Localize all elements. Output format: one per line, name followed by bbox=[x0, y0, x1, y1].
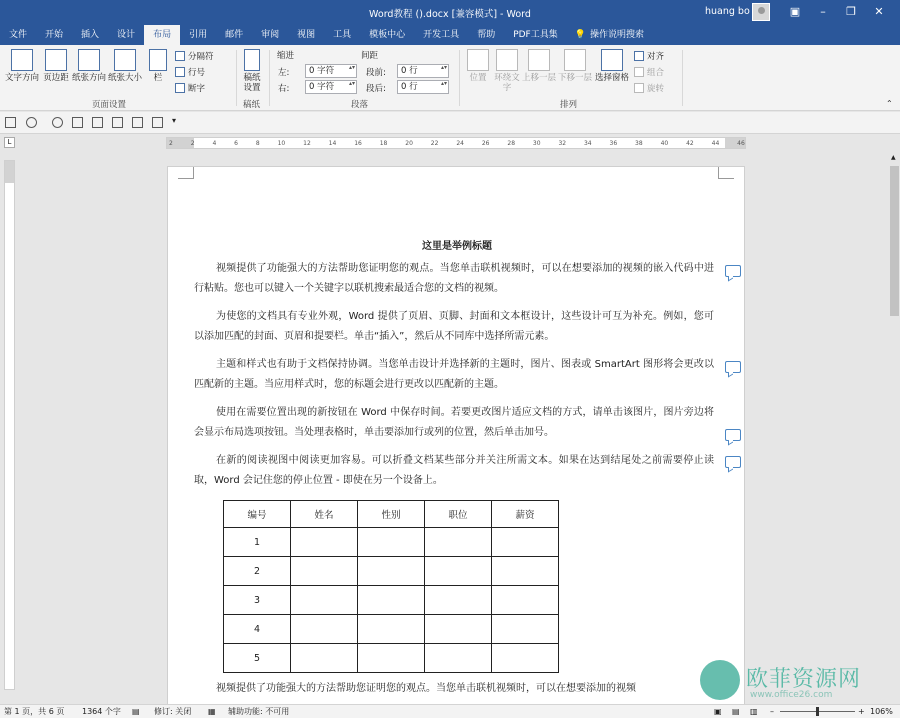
tab-file[interactable]: 文件 bbox=[9, 30, 28, 40]
customize-toolbar-icon[interactable]: ▾ bbox=[172, 116, 177, 125]
tab-pdf-tools[interactable]: PDF工具集 bbox=[513, 30, 558, 40]
save-icon[interactable] bbox=[5, 117, 16, 128]
table-header-cell[interactable]: 职位 bbox=[425, 501, 492, 528]
selection-pane-label: 选择窗格 bbox=[594, 73, 629, 83]
ruler-bar bbox=[0, 134, 900, 152]
paragraph[interactable]: 主题和样式也有助于文档保持协调。当您单击设计并选择新的主题时，图片、图表或 SmartArt 图形将会更改以匹配新的主题。当应用样式时，您的标题会进行更改以匹配新的主题。 bbox=[194, 359, 714, 390]
line-numbers-icon bbox=[175, 67, 185, 77]
orientation-label: 纸张方向 bbox=[72, 73, 107, 83]
margins-label: 页边距 bbox=[43, 73, 69, 83]
send-backward-button[interactable] bbox=[558, 49, 592, 83]
avatar[interactable] bbox=[752, 3, 770, 21]
tab-review[interactable]: 审阅 bbox=[261, 30, 280, 40]
table-cell[interactable]: 3 bbox=[224, 586, 291, 615]
breaks-icon bbox=[175, 51, 185, 61]
position-button[interactable] bbox=[464, 49, 492, 83]
document-heading[interactable]: 这里是举例标题 bbox=[422, 241, 492, 252]
breaks-label: 分隔符 bbox=[188, 52, 214, 62]
read-mode-icon[interactable]: ▣ bbox=[714, 707, 722, 716]
table-cell[interactable] bbox=[425, 615, 492, 644]
ruler-tick-label: 30 bbox=[532, 140, 541, 147]
table-cell[interactable] bbox=[492, 557, 559, 586]
ribbon bbox=[0, 45, 900, 111]
ruler-tick-label: 44 bbox=[711, 140, 720, 147]
ruler-tick-label: 20 bbox=[405, 140, 413, 147]
ruler-tick-label: 16 bbox=[354, 140, 362, 147]
paragraph-group-label: 段落 bbox=[351, 100, 369, 110]
hyphenation-icon bbox=[175, 83, 185, 93]
ruler-tick-label: 28 bbox=[507, 140, 516, 147]
margins-icon bbox=[45, 49, 67, 71]
line-numbers-button[interactable] bbox=[175, 66, 205, 78]
rotate-icon bbox=[634, 83, 644, 93]
ruler-tick-label: 46 bbox=[737, 140, 745, 147]
table-cell[interactable] bbox=[425, 557, 492, 586]
ruler-tick-label: 2 bbox=[169, 140, 173, 147]
ruler-tick-label: 18 bbox=[379, 140, 388, 147]
vertical-ruler bbox=[4, 160, 15, 690]
divider bbox=[236, 50, 237, 106]
position-icon bbox=[467, 49, 489, 71]
table-cell[interactable] bbox=[358, 615, 425, 644]
ruler-tick-label: 42 bbox=[686, 140, 694, 147]
ruler-tick-label: 12 bbox=[303, 140, 311, 147]
document-page[interactable] bbox=[167, 166, 745, 706]
table-cell[interactable] bbox=[291, 557, 358, 586]
watermark bbox=[700, 660, 900, 704]
margins-button[interactable] bbox=[42, 49, 70, 83]
rotate-label: 旋转 bbox=[647, 84, 665, 94]
table-row bbox=[224, 586, 559, 615]
tab-design[interactable]: 设计 bbox=[117, 30, 136, 40]
restore-icon[interactable]: ❐ bbox=[846, 5, 856, 18]
table-row bbox=[224, 557, 559, 586]
indent-label: 缩进 bbox=[277, 51, 295, 61]
table-row bbox=[224, 644, 559, 673]
tab-mailings[interactable]: 邮件 bbox=[225, 30, 244, 40]
bring-forward-button[interactable] bbox=[522, 49, 556, 83]
zoom-in-icon[interactable]: + bbox=[858, 707, 865, 716]
help-search[interactable] bbox=[567, 25, 653, 45]
close-icon[interactable]: ✕ bbox=[874, 5, 884, 18]
bring-forward-label: 上移一层 bbox=[522, 73, 557, 83]
find-icon[interactable] bbox=[112, 117, 123, 128]
lightbulb-icon: 💡 bbox=[574, 30, 586, 40]
table-cell[interactable] bbox=[492, 586, 559, 615]
table-cell[interactable] bbox=[425, 644, 492, 673]
hyphenation-label: 断字 bbox=[188, 84, 206, 94]
tab-tools[interactable]: 工具 bbox=[333, 30, 352, 40]
ruler-tick-label: 10 bbox=[277, 140, 286, 147]
ruler-tick-label: 6 bbox=[234, 140, 238, 147]
ruler-tick-label: 24 bbox=[456, 140, 464, 147]
indent-left-label: 左: bbox=[278, 68, 290, 78]
title-bar bbox=[0, 0, 900, 25]
tab-view[interactable]: 视图 bbox=[297, 30, 316, 40]
indent-right-label: 右: bbox=[278, 84, 290, 94]
table-cell[interactable]: 4 bbox=[224, 615, 291, 644]
ruler-ticks bbox=[167, 139, 746, 149]
track-changes-status[interactable]: 修订: 关闭 bbox=[154, 707, 192, 716]
draft-paper-icon bbox=[244, 49, 260, 71]
ruler-tick-label: 32 bbox=[558, 140, 567, 147]
data-table[interactable] bbox=[223, 500, 559, 673]
tab-references[interactable]: 引用 bbox=[189, 30, 208, 40]
horizontal-ruler[interactable] bbox=[166, 137, 746, 149]
table-icon[interactable] bbox=[152, 117, 163, 128]
tab-template-center[interactable]: 模板中心 bbox=[369, 30, 406, 40]
position-label: 位置 bbox=[469, 73, 487, 83]
breaks-button[interactable] bbox=[175, 50, 214, 62]
zoom-level[interactable]: 106% bbox=[870, 707, 893, 716]
ruler-tick-label: 2 bbox=[190, 140, 195, 147]
print-layout-icon[interactable]: ▤ bbox=[732, 707, 740, 716]
table-row bbox=[224, 528, 559, 557]
rotate-button[interactable] bbox=[634, 82, 664, 94]
quick-print-icon[interactable] bbox=[92, 117, 103, 128]
text-direction-icon bbox=[11, 49, 33, 71]
spacing-before-label: 段前: bbox=[366, 68, 386, 78]
web-layout-icon[interactable]: ▥ bbox=[750, 707, 758, 716]
table-cell[interactable] bbox=[358, 644, 425, 673]
status-bar bbox=[0, 704, 900, 718]
line-numbers-label: 行号 bbox=[188, 68, 206, 78]
table-cell[interactable]: 1 bbox=[224, 528, 291, 557]
table-header-cell[interactable]: 性别 bbox=[358, 501, 425, 528]
ribbon-display-options-icon[interactable]: ▣ bbox=[789, 5, 801, 18]
wrap-text-label: 环绕文字 bbox=[494, 73, 520, 93]
word-count[interactable]: 1364 个字 bbox=[82, 707, 121, 716]
indent-left-input[interactable]: 0 字符 ▴▾ bbox=[305, 64, 357, 78]
table-cell[interactable] bbox=[492, 644, 559, 673]
ruler-tick-label: 36 bbox=[609, 140, 618, 147]
draft-paper-label: 稿纸设置 bbox=[243, 73, 261, 93]
align-button[interactable] bbox=[634, 50, 664, 62]
table-cell[interactable] bbox=[291, 528, 358, 557]
table-cell[interactable] bbox=[358, 557, 425, 586]
ruler-tick-label: 14 bbox=[328, 140, 337, 147]
page-setup-group-label: 页面设置 bbox=[92, 100, 127, 110]
size-label: 纸张大小 bbox=[108, 73, 143, 83]
selection-pane-button[interactable] bbox=[594, 49, 630, 83]
indent-right-input[interactable]: 0 字符 ▴▾ bbox=[305, 80, 357, 94]
tab-help[interactable]: 帮助 bbox=[477, 30, 496, 40]
comment-icon[interactable] bbox=[725, 429, 741, 441]
window-title: Word教程 ().docx [兼容模式] - Word bbox=[369, 9, 531, 20]
align-label: 对齐 bbox=[647, 52, 665, 62]
undo-icon[interactable] bbox=[26, 117, 37, 128]
table-cell[interactable] bbox=[291, 644, 358, 673]
ribbon-tabs bbox=[0, 25, 900, 45]
selection-pane-icon bbox=[601, 49, 623, 71]
table-cell[interactable] bbox=[492, 615, 559, 644]
table-header-cell[interactable]: 编号 bbox=[224, 501, 291, 528]
accessibility-status[interactable]: 辅助功能: 不可用 bbox=[228, 707, 290, 716]
columns-label: 栏 bbox=[153, 73, 163, 83]
columns-button[interactable] bbox=[146, 49, 170, 83]
comment-icon[interactable] bbox=[725, 456, 741, 468]
ruler-tick-label: 38 bbox=[635, 140, 643, 147]
zoom-out-icon[interactable]: – bbox=[770, 707, 774, 716]
crop-mark bbox=[718, 167, 734, 179]
table-cell[interactable]: 2 bbox=[224, 557, 291, 586]
table-cell[interactable] bbox=[358, 586, 425, 615]
quick-access-toolbar bbox=[0, 112, 900, 134]
page-count[interactable]: 第 1 页，共 6 页 bbox=[4, 707, 65, 716]
watermark-url: www.office26.com bbox=[750, 690, 833, 700]
watermark-logo-icon bbox=[700, 660, 740, 700]
draft-paper-button[interactable] bbox=[240, 49, 264, 93]
tab-home[interactable]: 开始 bbox=[45, 30, 64, 40]
hyphenation-button[interactable] bbox=[175, 82, 205, 94]
paragraph[interactable]: 在新的阅读视图中阅读更加容易。可以折叠文档某些部分并关注所需文本。如果在达到结尾处之前需要停止读取，Word 会记住您的停止位置 - 即使在另一个设备上。 bbox=[194, 455, 714, 486]
table-cell[interactable] bbox=[291, 586, 358, 615]
collapse-ribbon-icon[interactable]: ⌃ bbox=[886, 99, 893, 108]
group-button[interactable] bbox=[634, 66, 664, 78]
table-cell[interactable] bbox=[425, 586, 492, 615]
scrollbar-thumb[interactable] bbox=[890, 166, 899, 316]
wrap-text-button[interactable] bbox=[494, 49, 520, 93]
table-header-cell[interactable]: 姓名 bbox=[291, 501, 358, 528]
print-preview-icon[interactable] bbox=[72, 117, 83, 128]
tab-developer[interactable]: 开发工具 bbox=[423, 30, 460, 40]
watermark-text: 欧菲资源网 bbox=[746, 667, 862, 692]
text-direction-label: 文字方向 bbox=[4, 73, 39, 83]
columns-icon bbox=[149, 49, 167, 71]
minimize-icon[interactable]: – bbox=[820, 5, 826, 18]
user-name[interactable]: huang bo bbox=[705, 6, 750, 17]
send-backward-label: 下移一层 bbox=[558, 73, 593, 83]
macro-icon[interactable]: ▦ bbox=[208, 707, 216, 716]
spacing-before-input[interactable]: 0 行 ▴▾ bbox=[397, 64, 449, 78]
wrap-text-icon bbox=[496, 49, 518, 71]
table-cell[interactable] bbox=[492, 528, 559, 557]
table-cell[interactable] bbox=[291, 615, 358, 644]
draft-paper-group-label: 稿纸 bbox=[243, 100, 261, 110]
ruler-tick-label: 34 bbox=[583, 140, 592, 147]
table-header-row bbox=[224, 501, 559, 528]
vertical-scrollbar[interactable] bbox=[889, 152, 900, 706]
divider bbox=[269, 50, 270, 106]
redo-icon[interactable] bbox=[52, 117, 63, 128]
table-header-cell[interactable]: 薪资 bbox=[492, 501, 559, 528]
comment-icon[interactable] bbox=[725, 265, 741, 277]
ruler-tick-label: 40 bbox=[660, 140, 669, 147]
vertical-ruler-margin bbox=[5, 161, 14, 183]
zoom-slider-thumb[interactable] bbox=[816, 707, 819, 716]
ruler-tick-label: 4 bbox=[212, 140, 217, 147]
spacing-after-input[interactable]: 0 行 ▴▾ bbox=[397, 80, 449, 94]
group-label: 组合 bbox=[647, 68, 665, 78]
scroll-up-icon[interactable]: ▲ bbox=[891, 154, 896, 161]
ruler-tick-label: 26 bbox=[481, 140, 490, 147]
tab-selector-icon[interactable]: L bbox=[4, 137, 15, 148]
divider bbox=[682, 50, 683, 106]
arrange-group-label: 排列 bbox=[560, 100, 578, 110]
crop-mark bbox=[178, 167, 194, 179]
paragraph[interactable]: 使用在需要位置出现的新按钮在 Word 中保存时间。若要更改图片适应文档的方式，请单击该图片，图片旁边将会显示布局选项按钮。当处理表格时，单击要添加行或列的位置，然后单击加号。 bbox=[194, 407, 714, 438]
page-icon[interactable] bbox=[132, 117, 143, 128]
tab-insert[interactable]: 插入 bbox=[81, 30, 100, 40]
ruler-tick-label: 8 bbox=[255, 140, 260, 147]
send-backward-icon bbox=[564, 49, 586, 71]
help-search-label: 操作说明搜索 bbox=[589, 30, 644, 40]
divider bbox=[459, 50, 460, 106]
paragraph[interactable]: 视频提供了功能强大的方法帮助您证明您的观点。当您单击联机视频时，可以在想要添加的视频 bbox=[216, 683, 636, 694]
spacing-after-label: 段后: bbox=[366, 84, 386, 94]
spacing-label: 间距 bbox=[361, 51, 379, 61]
table-cell[interactable]: 5 bbox=[224, 644, 291, 673]
group-icon bbox=[634, 67, 644, 77]
ruler-tick-label: 22 bbox=[430, 140, 439, 147]
table-cell[interactable] bbox=[358, 528, 425, 557]
orientation-icon bbox=[78, 49, 100, 71]
table-cell[interactable] bbox=[425, 528, 492, 557]
page-size-icon bbox=[114, 49, 136, 71]
orientation-button[interactable] bbox=[72, 49, 106, 83]
bring-forward-icon bbox=[528, 49, 550, 71]
proofing-icon[interactable]: ▤ bbox=[132, 707, 140, 716]
paragraph[interactable]: 为使您的文档具有专业外观，Word 提供了页眉、页脚、封面和文本框设计，这些设计可互为补充。例如，您可以添加匹配的封面、页眉和提要栏。单击“插入”，然后从不同库中选择所需元素。 bbox=[194, 311, 714, 342]
tab-layout[interactable]: 布局 bbox=[144, 25, 180, 45]
paragraph[interactable]: 视频提供了功能强大的方法帮助您证明您的观点。当您单击联机视频时，可以在想要添加的视频的嵌入代码中进行粘贴。您也可以键入一个关键字以联机搜索最适合您的文档的视频。 bbox=[194, 263, 714, 294]
comment-icon[interactable] bbox=[725, 361, 741, 373]
table-row bbox=[224, 615, 559, 644]
size-button[interactable] bbox=[108, 49, 142, 83]
text-direction-button[interactable] bbox=[4, 49, 40, 83]
align-icon bbox=[634, 51, 644, 61]
